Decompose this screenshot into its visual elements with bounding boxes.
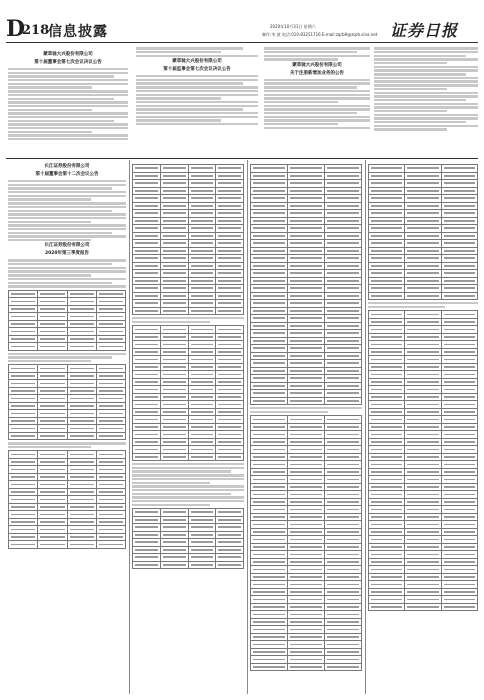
section-letter: D <box>6 16 26 42</box>
a4-title-1: 长江证券股份有限公司 <box>44 164 90 169</box>
financial-table <box>8 364 126 440</box>
masthead-logo: 证券日报 <box>390 21 459 40</box>
column-1 <box>8 162 126 694</box>
a2-title-2: 第十届监事会第七次会议决议公告 <box>163 67 231 73</box>
column-divider <box>365 160 366 694</box>
financial-table <box>8 290 126 351</box>
announcement-a2 <box>136 46 258 156</box>
section-title: 信息披露 <box>48 24 108 40</box>
page-number: 218 <box>22 23 50 38</box>
financial-table <box>250 415 362 671</box>
financial-table <box>132 508 244 569</box>
announcement-a3 <box>264 46 370 156</box>
financial-table <box>132 164 244 315</box>
financial-table <box>8 450 126 549</box>
column-4 <box>368 162 478 694</box>
header-rule <box>6 42 478 43</box>
a1-title-2: 第十届董事会第七次会议决议公告 <box>34 60 102 65</box>
a2-title-1: 蒙草驰大兴股份有限公司 <box>172 59 222 65</box>
financial-table <box>368 310 478 611</box>
a1-title-1: 蒙草驰大兴股份有限公司 <box>43 52 93 57</box>
band-rule <box>6 158 478 159</box>
column-divider <box>247 160 248 694</box>
page-header <box>0 0 484 42</box>
financial-table <box>368 164 478 300</box>
editor-line: 制作:李 波 电话:010-83251716 E-mail:zqrb9@zqrb.sina.net <box>262 32 378 37</box>
a5-title-1: 长江证券股份有限公司 <box>44 243 90 249</box>
column-3 <box>250 162 362 694</box>
announcement-a1 <box>8 46 128 156</box>
a4-title-2: 第十届董事会第十二次会议公告 <box>35 172 99 177</box>
announcement-a3-cont <box>374 46 478 156</box>
column-2 <box>132 162 244 694</box>
a5-title-2: 2020年第三季度报告 <box>44 251 90 257</box>
issue-date: 2020年10月31日 星期六 <box>270 24 316 29</box>
financial-table <box>250 164 362 405</box>
a3-title-1: 蒙草驰大兴股份有限公司 <box>292 62 342 68</box>
a3-title-2: 关于注册新增加业务的公告 <box>290 70 344 76</box>
column-divider <box>129 160 130 694</box>
financial-table <box>132 325 244 461</box>
